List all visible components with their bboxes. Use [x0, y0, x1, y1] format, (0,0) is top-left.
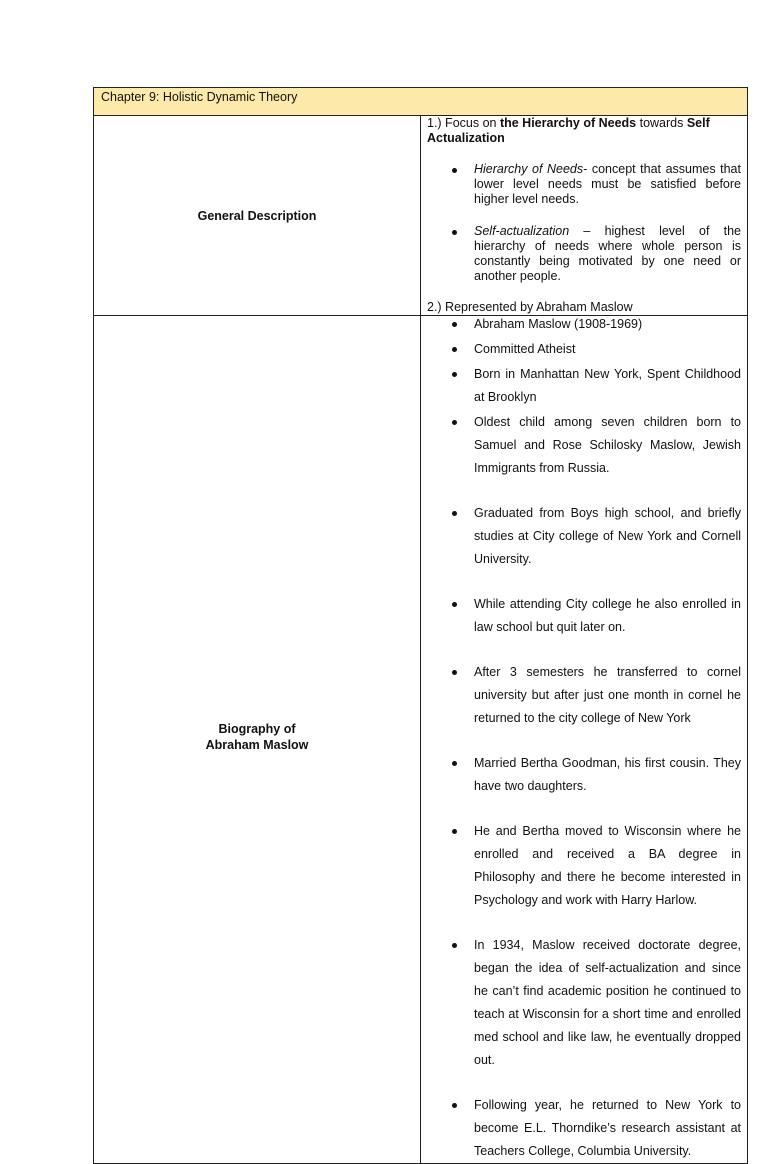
point1-prefix: 1.) Focus on	[427, 116, 500, 130]
general-description-content	[421, 116, 748, 316]
list-item: Oldest child among seven children born to Samuel and Rose Schilosky Maslow, Jewish Immigrants from Russia.	[427, 411, 741, 480]
list-item: Following year, he returned to New York to become E.L. Thorndike’s research assistant at Teachers College, Columbia University.	[427, 1094, 741, 1163]
bullet-text: – highest level of the hierarchy of needs where whole person is constantly being motivated by one need or another people.	[474, 224, 741, 283]
bullet-text: - concept that assumes that lower level needs must be satisfied before higher level needs.	[474, 162, 741, 206]
header-row	[94, 88, 748, 116]
list-item	[427, 224, 741, 284]
biography-label-line-1: Biography of	[218, 721, 296, 736]
biography-row	[94, 316, 748, 1164]
general-description-label: General Description	[94, 116, 421, 316]
list-item	[427, 162, 741, 207]
list-item: Committed Atheist	[427, 338, 741, 361]
list-item: Born in Manhattan New York, Spent Childhood at Brooklyn	[427, 363, 741, 409]
list-item: Married Bertha Goodman, his first cousin. They have two daughters.	[427, 752, 741, 798]
list-item: In 1934, Maslow received doctorate degree, began the idea of self-actualization and since he can’t find academic position he continued to teach at Wisconsin for a short time and enrolled med school and like law, he eventually dropped out.	[427, 934, 741, 1072]
biography-content	[421, 316, 748, 1164]
bullet-term: Hierarchy of Needs	[474, 162, 584, 176]
general-description-row	[94, 116, 748, 316]
bullet-term: Self-actualization	[474, 224, 570, 238]
point1-bold-self-actualization: Self Actualization	[427, 116, 710, 145]
general-bullet-list	[427, 162, 741, 284]
biography-bullet-list	[427, 313, 741, 1163]
list-item: Abraham Maslow (1908-1969)	[427, 313, 741, 336]
list-item: While attending City college he also enrolled in law school but quit later on.	[427, 593, 741, 639]
general-point-2: 2.) Represented by Abraham Maslow	[427, 300, 633, 314]
list-item: He and Bertha moved to Wisconsin where he enrolled and received a BA degree in Philosophy and there he become interested in Psychology and work with Harry Harlow.	[427, 820, 741, 912]
biography-label-line-2: Abraham Maslow	[205, 737, 309, 752]
point1-bold-hierarchy: the Hierarchy of Needs	[499, 116, 637, 130]
list-item: After 3 semesters he transferred to cornel university but after just one month in cornel he returned to the city college of New York	[427, 661, 741, 730]
biography-label	[94, 316, 421, 1164]
list-item: Graduated from Boys high school, and briefly studies at City college of New York and Cornell University.	[427, 502, 741, 571]
point1-middle: towards	[636, 116, 687, 130]
chapter-title: Chapter 9: Holistic Dynamic Theory	[94, 88, 748, 116]
general-point-1	[427, 116, 741, 146]
chapter-table	[93, 87, 748, 1164]
